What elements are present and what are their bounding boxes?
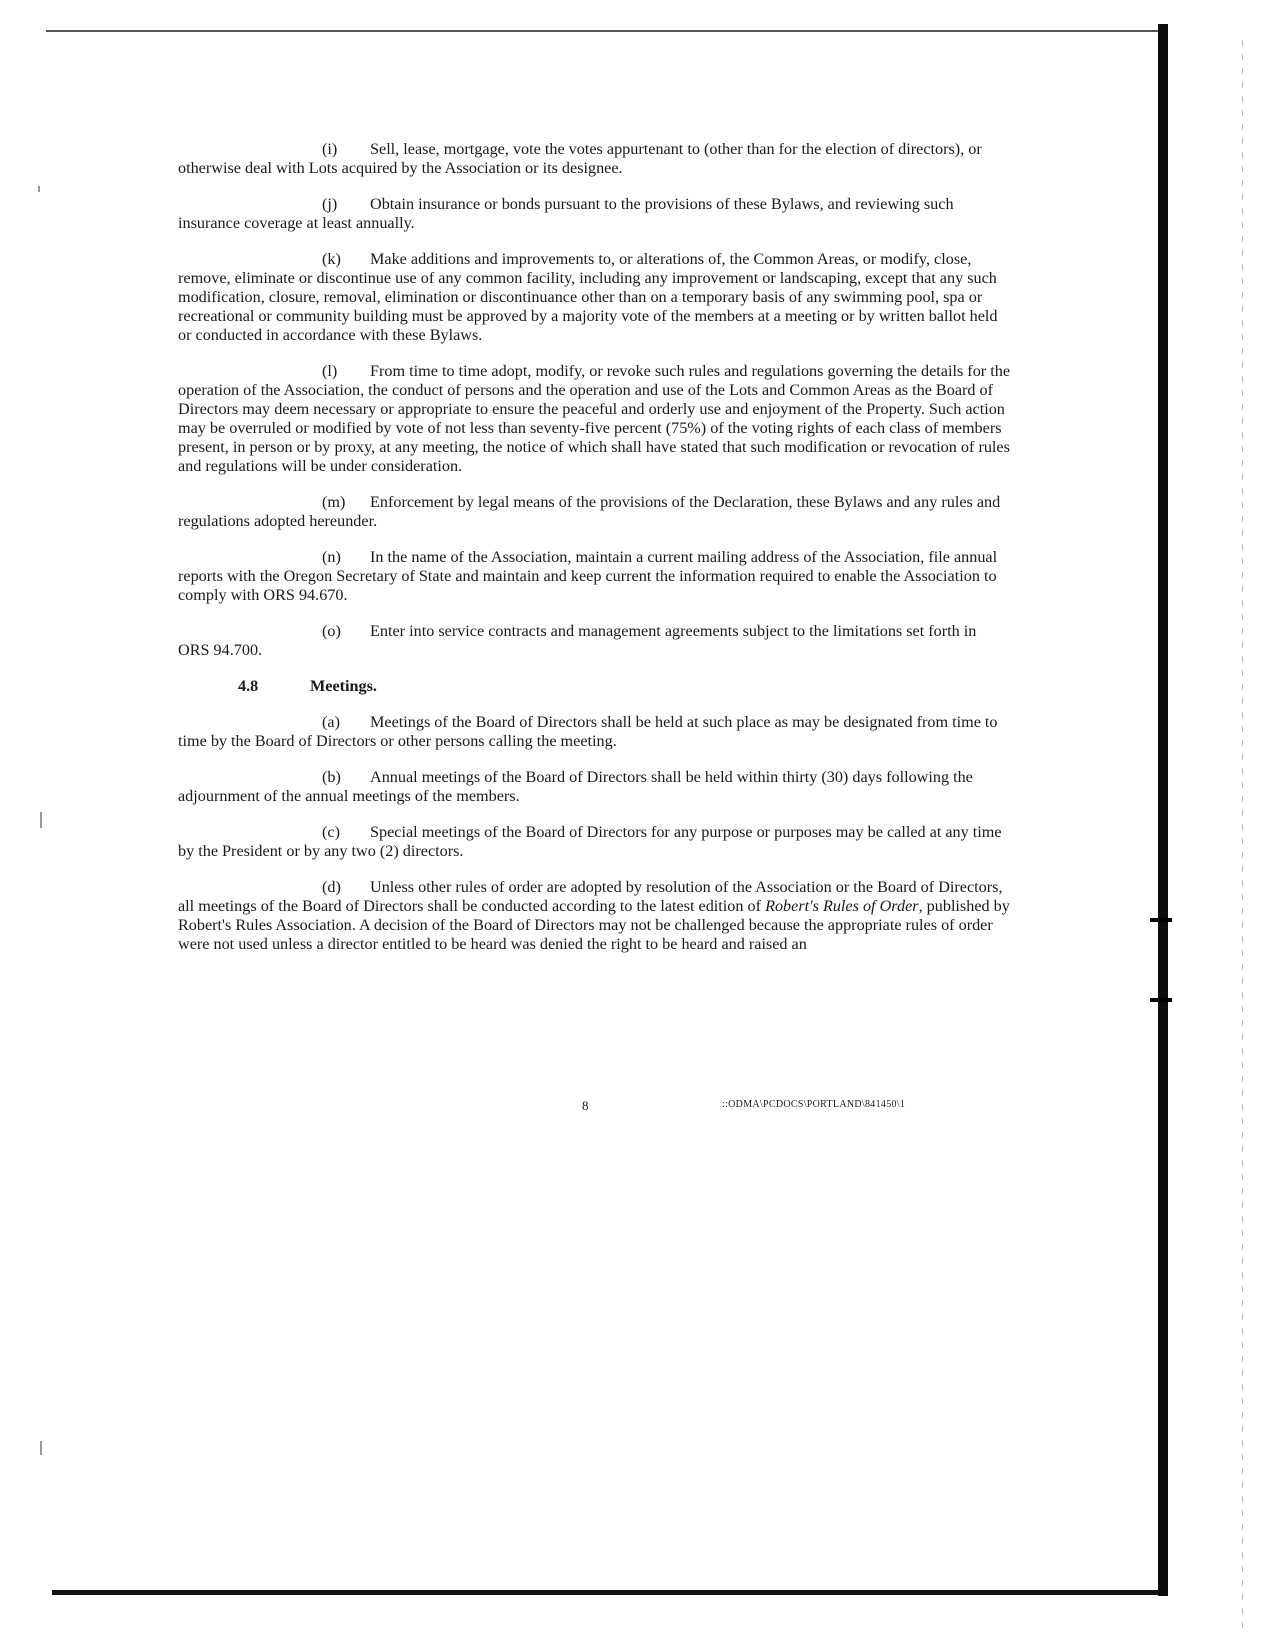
scan-speck [38,186,40,192]
paragraph-d [178,878,1010,954]
paragraph-text: Sell, lease, mortgage, vote the votes appurtenant to (other than for the election of directors), or otherwise deal with Lots acquired by the Association or its designee. [178,140,982,177]
scan-right-mark [1150,998,1172,1002]
paragraph-marker: (d) [322,878,341,896]
paragraph-marker: (c) [322,823,340,841]
paragraph-marker: (l) [322,362,338,380]
paragraph-text: Annual meetings of the Board of Directors shall be held within thirty (30) days following the adjournment of the annual meetings of the members. [178,768,973,805]
section-heading [178,677,1010,696]
scan-speck [40,1441,42,1455]
paragraph-j [178,195,1010,233]
paragraph-text: Meetings of the Board of Directors shall be held at such place as may be designated from time to time by the Board of Directors or other persons calling the meeting. [178,713,998,750]
paragraph-m [178,493,1010,531]
paragraph-text-continued: , published by Robert's Rules Association. A decision of the Board of Directors may not be challenged because the appropriate rules of order were not used unless a director entitled to be heard was denied the right to be heard and raised an [178,897,1010,953]
scan-edge-line [1242,40,1243,1630]
paragraph-o [178,622,1010,660]
paragraph-text: From time to time adopt, modify, or revoke such rules and regulations governing the details for the operation of the Association, the conduct of persons and the operation and use of the Lots and Common Areas as the Board of Directors may deem necessary or appropriate to ensure the peaceful and orderly use and enjoyment of the Property. Such action may be overruled or modified by vote of not less than seventy-five percent (75%) of the voting rights of each class of members present, in person or by proxy, at any meeting, the notice of which shall have stated that such modification or revocation of rules and regulations will be under consideration. [178,362,1011,475]
page-number: 8 [582,1098,589,1113]
paragraph-i [178,140,1010,178]
scan-top-edge [46,30,1158,32]
paragraph-marker: (a) [322,713,340,731]
paragraph-marker: (n) [322,548,341,566]
paragraph-marker: (j) [322,195,338,213]
paragraph-b [178,768,1010,806]
paragraph-marker: (o) [322,622,341,640]
paragraph-text: Unless other rules of order are adopted by resolution of the Association or the Board of Directors, all meetings of the Board of Directors shall be conducted according to the latest edition of [178,878,1003,915]
rules-of-order-title: Robert's Rules of Order [765,897,919,915]
paragraph-k [178,250,1010,345]
paragraph-marker: (k) [322,250,341,268]
section-number: 4.8 [238,677,259,695]
paragraph-text: Enter into service contracts and management agreements subject to the limitations set forth in ORS 94.700. [178,622,977,659]
paragraph-marker: (b) [322,768,341,786]
paragraph-a [178,713,1010,751]
paragraph-text: Special meetings of the Board of Directors for any purpose or purposes may be called at any time by the President or by any two (2) directors. [178,823,1002,860]
scan-right-bar [1158,24,1168,1596]
paragraph-c [178,823,1010,861]
document-code: ::ODMA\PCDOCS\PORTLAND\841450\1 [722,1099,906,1110]
paragraph-marker: (i) [322,140,338,158]
document-body [178,140,1010,971]
scan-right-mark [1150,918,1172,922]
paragraph-text: In the name of the Association, maintain a current mailing address of the Association, file annual reports with the Oregon Secretary of State and maintain and keep current the information required to enable the Association to comply with ORS 94.670. [178,548,998,604]
paragraph-marker: (m) [322,493,346,511]
paragraph-text: Obtain insurance or bonds pursuant to the provisions of these Bylaws, and reviewing such insurance coverage at least annually. [178,195,954,232]
section-title: Meetings. [310,677,377,695]
scan-bottom-edge [52,1590,1158,1595]
scan-speck [40,812,42,828]
paragraph-l [178,362,1010,476]
paragraph-text: Enforcement by legal means of the provisions of the Declaration, these Bylaws and any rules and regulations adopted hereunder. [178,493,1001,530]
paragraph-n [178,548,1010,605]
paragraph-text: Make additions and improvements to, or alterations of, the Common Areas, or modify, close, remove, eliminate or discontinue use of any common facility, including any improvement or landscaping, except that any such modification, closure, removal, elimination or discontinuance other than on a temporary basis of any swimming pool, spa or recreational or community building must be approved by a majority vote of the members at a meeting or by written ballot held or conducted in accordance with these Bylaws. [178,250,998,344]
